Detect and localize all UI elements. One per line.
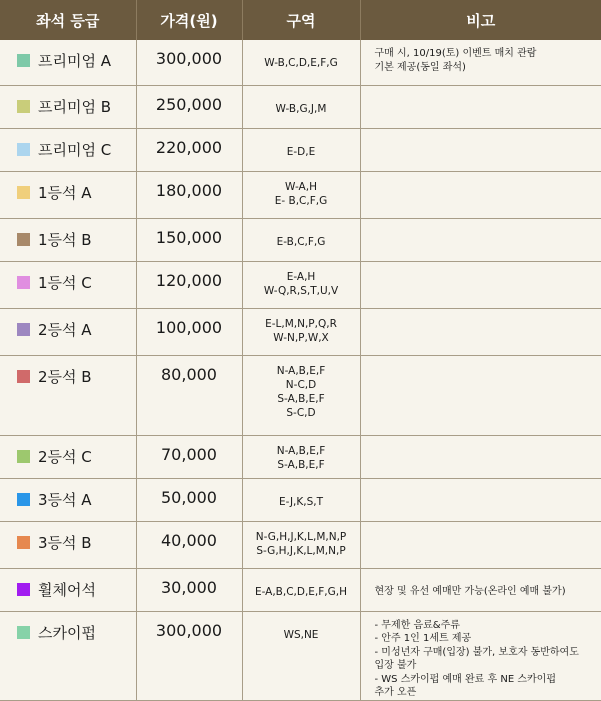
grade-label: 3등석 A: [38, 489, 92, 510]
grade-color-swatch: [17, 54, 30, 67]
note-cell: [360, 171, 601, 218]
grade-color-swatch: [17, 370, 30, 383]
zone-cell: [242, 435, 360, 478]
price-value: 100,000: [137, 309, 242, 337]
grade-color-swatch: [17, 276, 30, 289]
zone-cell: [242, 478, 360, 521]
price-value: 30,000: [137, 569, 242, 597]
note-cell: [360, 435, 601, 478]
zone-value: W-B,G,J,M: [243, 86, 360, 116]
grade-cell: [0, 261, 136, 308]
note-cell: [360, 261, 601, 308]
grade-cell: [0, 171, 136, 218]
zone-value: W-A,H E- B,C,F,G: [243, 172, 360, 208]
grade-color-swatch: [17, 626, 30, 639]
note-cell: [360, 128, 601, 171]
zone-value: N-G,H,J,K,L,M,N,P S-G,H,J,K,L,M,N,P: [243, 522, 360, 558]
header-note: 비고: [360, 0, 601, 40]
header-zone: 구역: [242, 0, 360, 40]
zone-value: WS,NE: [243, 612, 360, 642]
price-value: 220,000: [137, 129, 242, 157]
note-cell: [360, 568, 601, 611]
price-value: 70,000: [137, 436, 242, 464]
grade-color-swatch: [17, 323, 30, 336]
zone-cell: [242, 40, 360, 85]
grade-label: 2등석 B: [38, 366, 92, 387]
grade-color-swatch: [17, 143, 30, 156]
price-cell: [136, 355, 242, 435]
note-value: 현장 및 유선 예매만 가능(온라인 예매 불가): [361, 569, 601, 599]
grade-cell: [0, 478, 136, 521]
table-row: [0, 308, 601, 355]
grade-label: 프리미엄 C: [38, 139, 111, 160]
grade-cell: [0, 85, 136, 128]
table-row: [0, 611, 601, 700]
zone-cell: [242, 355, 360, 435]
price-cell: [136, 478, 242, 521]
zone-value: E-B,C,F,G: [243, 219, 360, 249]
table-row: [0, 261, 601, 308]
note-value: [361, 129, 601, 136]
zone-cell: [242, 568, 360, 611]
table-row: [0, 218, 601, 261]
zone-value: N-A,B,E,F S-A,B,E,F: [243, 436, 360, 472]
price-cell: [136, 40, 242, 85]
note-cell: [360, 521, 601, 568]
zone-value: N-A,B,E,F N-C,D S-A,B,E,F S-C,D: [243, 356, 360, 420]
price-value: 40,000: [137, 522, 242, 550]
grade-label: 프리미엄 A: [38, 50, 111, 71]
grade-color-swatch: [17, 450, 30, 463]
grade-cell: [0, 40, 136, 85]
table-row: [0, 521, 601, 568]
price-cell: [136, 611, 242, 700]
table-row: [0, 40, 601, 85]
zone-cell: [242, 218, 360, 261]
table-header-row: [0, 0, 601, 40]
grade-color-swatch: [17, 536, 30, 549]
note-value: [361, 436, 601, 443]
price-cell: [136, 261, 242, 308]
note-value: [361, 172, 601, 179]
zone-value: E-J,K,S,T: [243, 479, 360, 509]
price-cell: [136, 568, 242, 611]
grade-label: 프리미엄 B: [38, 96, 111, 117]
grade-cell: [0, 355, 136, 435]
grade-color-swatch: [17, 233, 30, 246]
zone-value: W-B,C,D,E,F,G: [243, 40, 360, 70]
note-value: [361, 219, 601, 226]
grade-cell: [0, 611, 136, 700]
note-cell: [360, 611, 601, 700]
grade-label: 1등석 B: [38, 229, 92, 250]
zone-cell: [242, 308, 360, 355]
zone-value: E-A,H W-Q,R,S,T,U,V: [243, 262, 360, 298]
note-value: [361, 356, 601, 363]
grade-label: 3등석 B: [38, 532, 92, 553]
price-value: 300,000: [137, 612, 242, 640]
table-row: [0, 85, 601, 128]
note-value: 구매 시, 10/19(토) 이벤트 매치 관람 기본 제공(동일 좌석): [361, 40, 601, 74]
zone-cell: [242, 521, 360, 568]
grade-cell: [0, 568, 136, 611]
price-cell: [136, 171, 242, 218]
grade-color-swatch: [17, 583, 30, 596]
price-cell: [136, 435, 242, 478]
note-value: [361, 262, 601, 269]
grade-label: 1등석 C: [38, 272, 92, 293]
grade-color-swatch: [17, 100, 30, 113]
table-row: [0, 128, 601, 171]
price-value: 300,000: [137, 40, 242, 68]
header-grade: 좌석 등급: [0, 0, 136, 40]
note-value: [361, 86, 601, 93]
zone-cell: [242, 85, 360, 128]
table-row: [0, 435, 601, 478]
price-cell: [136, 218, 242, 261]
zone-cell: [242, 261, 360, 308]
table-row: [0, 478, 601, 521]
grade-label: 1등석 A: [38, 182, 92, 203]
grade-cell: [0, 128, 136, 171]
table-row: [0, 568, 601, 611]
price-value: 150,000: [137, 219, 242, 247]
grade-label: 2등석 A: [38, 319, 92, 340]
price-value: 180,000: [137, 172, 242, 200]
note-cell: [360, 308, 601, 355]
grade-cell: [0, 218, 136, 261]
grade-label: 스카이펍: [38, 622, 96, 643]
grade-label: 2등석 C: [38, 446, 92, 467]
price-cell: [136, 85, 242, 128]
table-row: [0, 355, 601, 435]
note-cell: [360, 40, 601, 85]
note-cell: [360, 218, 601, 261]
grade-label: 휠체어석: [38, 579, 96, 600]
grade-cell: [0, 521, 136, 568]
zone-value: E-L,M,N,P,Q,R W-N,P,W,X: [243, 309, 360, 345]
price-value: 250,000: [137, 86, 242, 114]
note-value: [361, 522, 601, 529]
note-cell: [360, 478, 601, 521]
zone-value: E-A,B,C,D,E,F,G,H: [243, 569, 360, 599]
note-value: [361, 479, 601, 486]
price-cell: [136, 308, 242, 355]
note-cell: [360, 355, 601, 435]
price-value: 50,000: [137, 479, 242, 507]
grade-cell: [0, 308, 136, 355]
zone-value: E-D,E: [243, 129, 360, 159]
note-value: [361, 309, 601, 316]
zone-cell: [242, 128, 360, 171]
note-cell: [360, 85, 601, 128]
header-price: 가격(원): [136, 0, 242, 40]
grade-cell: [0, 435, 136, 478]
price-cell: [136, 521, 242, 568]
grade-color-swatch: [17, 186, 30, 199]
table-row: [0, 171, 601, 218]
note-value: - 무제한 음료&주류 - 안주 1인 1세트 제공 - 미성년자 구매(입장) 불가, 보호자 동반하여도 입장 불가 - WS 스카이펍 예매 완료 후 NE 스카이펍 추가 오픈: [361, 612, 601, 700]
price-value: 120,000: [137, 262, 242, 290]
zone-cell: [242, 171, 360, 218]
grade-color-swatch: [17, 493, 30, 506]
price-value: 80,000: [137, 356, 242, 384]
zone-cell: [242, 611, 360, 700]
price-cell: [136, 128, 242, 171]
